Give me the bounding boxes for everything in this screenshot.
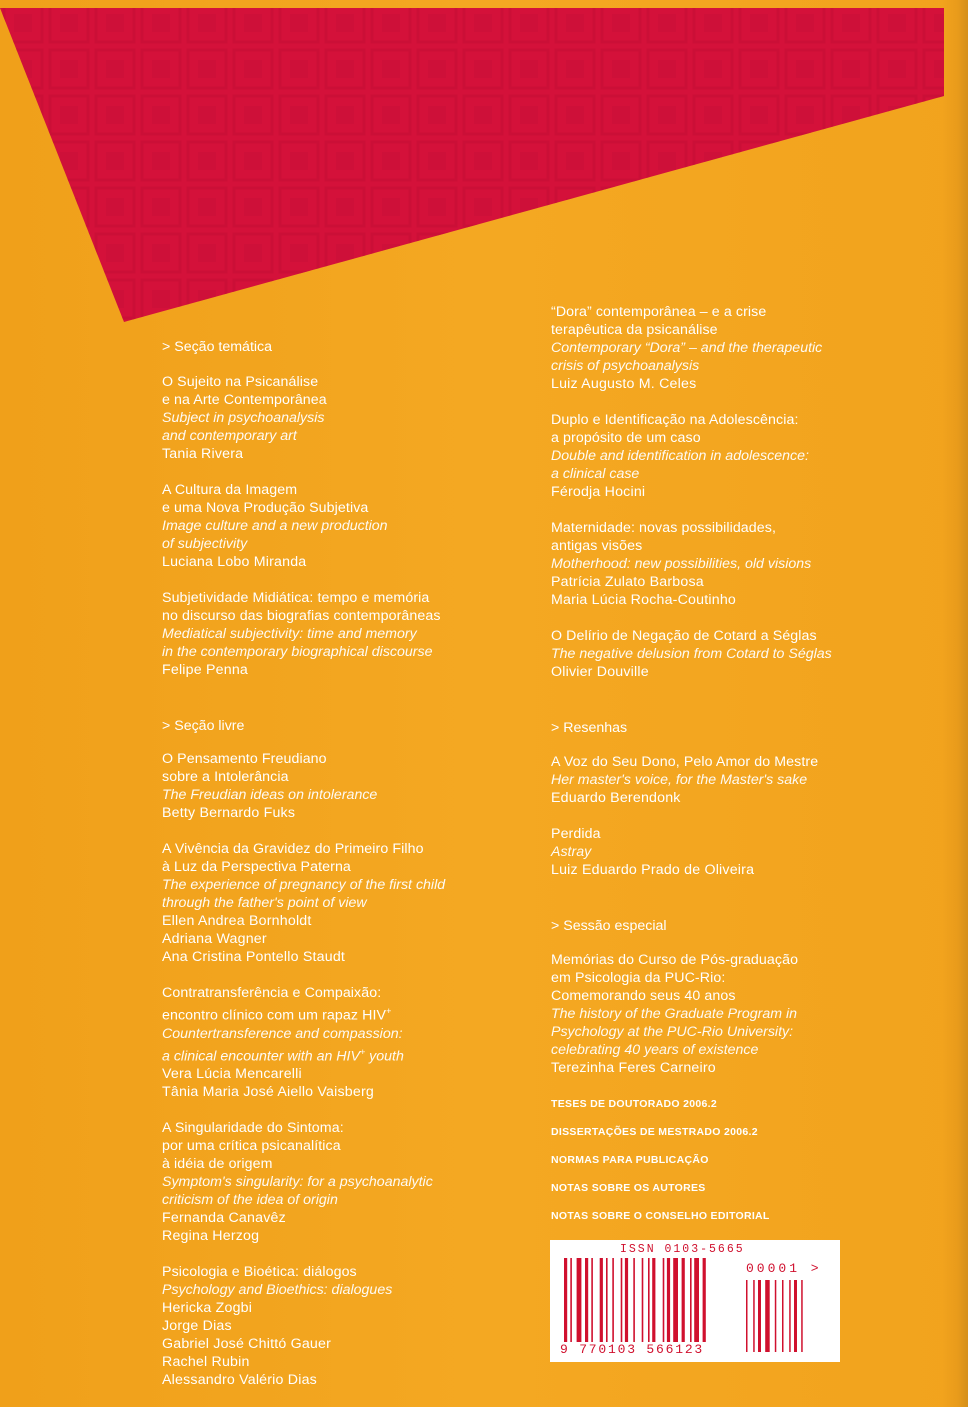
misc-section-label: DISSERTAÇÕES DE MESTRADO 2006.2: [551, 1126, 758, 1138]
article-entry: [551, 519, 881, 609]
article-author: Ellen Andrea Bornholdt: [162, 913, 312, 929]
article-author: Ana Cristina Pontello Staudt: [162, 949, 346, 965]
barcode-bar: [667, 1258, 670, 1342]
section-heading: > Sessão especial: [551, 918, 667, 934]
barcode-bar: [570, 1258, 572, 1342]
barcode-bar: [585, 1258, 588, 1342]
article-author: Patrícia Zulato Barbosa: [551, 574, 704, 590]
article-author: Tânia Maria José Aiello Vaisberg: [162, 1084, 374, 1101]
article-english-title: Countertransference and compassion:: [162, 1025, 403, 1042]
addon-bar: [782, 1280, 784, 1352]
article-title: Contratransferência e Compaixão:: [162, 985, 382, 1001]
article-title: por uma crítica psicanalítica: [162, 1138, 341, 1155]
article-title: no discurso das biografias contemporâneas: [162, 608, 441, 624]
article-english-title: celebrating 40 years of existence: [551, 1042, 759, 1058]
article-english-title: Symptom's singularity: for a psychoanalytic: [162, 1174, 433, 1191]
article-title: Memórias do Curso de Pós-graduação: [551, 952, 799, 968]
article-title: terapêutica da psicanálise: [551, 322, 718, 338]
article-author: Hericka Zogbi: [162, 1300, 253, 1317]
barcode-bar: [703, 1258, 706, 1342]
article-english-title: Her master's voice, for the Master's sake: [551, 772, 808, 788]
article-author: Regina Herzog: [162, 1228, 260, 1245]
article-entry: [162, 840, 502, 966]
misc-section-label: NOTAS SOBRE OS AUTORES: [551, 1182, 706, 1194]
article-english-title: a clinical case: [551, 466, 640, 482]
addon-bar: [789, 1280, 791, 1352]
barcode-bar: [564, 1258, 567, 1342]
article-author: Luiz Augusto M. Celes: [551, 376, 697, 392]
misc-section-label: NOTAS SOBRE O CONSELHO EDITORIAL: [551, 1210, 770, 1222]
barcode-bar: [682, 1258, 685, 1342]
contents-left-column: [162, 338, 502, 1407]
article-entry: [551, 303, 881, 393]
article-author: Jorge Dias: [162, 1318, 232, 1335]
article-author: Luciana Lobo Miranda: [162, 554, 307, 570]
article-entry: [551, 411, 881, 501]
addon-bar: [746, 1280, 748, 1352]
superscript-plus: +: [386, 1006, 392, 1016]
article-author: Fernanda Canavêz: [162, 1210, 286, 1227]
article-title: A Singularidade do Sintoma:: [162, 1120, 344, 1137]
article-author: Luiz Eduardo Prado de Oliveira: [551, 862, 755, 878]
article-english-title: The Freudian ideas on intolerance: [162, 787, 378, 803]
article-entry: [551, 825, 881, 879]
article-title: Psicologia e Bioética: diálogos: [162, 1264, 357, 1281]
article-title: O Sujeito na Psicanálise: [162, 374, 319, 390]
article-title: em Psicologia da PUC-Rio:: [551, 970, 726, 986]
section-heading: > Seção livre: [162, 718, 245, 734]
barcode-bar: [652, 1258, 655, 1342]
article-author: Adriana Wagner: [162, 931, 267, 947]
article-entry: [551, 753, 881, 807]
barcode-addon-digits: 00001 >: [746, 1261, 822, 1276]
article-english-title: criticism of the idea of origin: [162, 1192, 338, 1209]
article-title: à idéia de origem: [162, 1156, 273, 1173]
issn-barcode: [550, 1240, 840, 1362]
barcode-bar: [648, 1258, 650, 1342]
spine-shadow: [942, 0, 968, 1407]
addon-bar: [758, 1280, 761, 1352]
misc-section-label: TESES DE DOUTORADO 2006.2: [551, 1098, 718, 1110]
article-english-title: and contemporary art: [162, 428, 297, 444]
article-english-title: The history of the Graduate Program in: [551, 1006, 798, 1022]
article-title: O Pensamento Freudiano: [162, 751, 327, 767]
article-english-title: through the father's point of view: [162, 895, 367, 911]
article-english-title: crisis of psychoanalysis: [551, 358, 700, 374]
barcode-bar: [606, 1258, 608, 1342]
barcode-bar: [621, 1258, 623, 1342]
article-author: Eduardo Berendonk: [551, 790, 681, 806]
superscript-plus: +: [359, 1046, 366, 1057]
section-heading: > Resenhas: [551, 720, 628, 736]
article-entry: [162, 1119, 502, 1245]
barcode-bar: [642, 1258, 644, 1342]
article-author: Betty Bernardo Fuks: [162, 805, 296, 821]
title-text: encontro clínico com um rapaz HIV: [162, 1007, 387, 1024]
article-english-title: The experience of pregnancy of the first child: [162, 877, 446, 893]
addon-bar: [775, 1280, 777, 1352]
article-english-title: Image culture and a new production: [162, 518, 388, 534]
barcode-bar: [612, 1258, 614, 1342]
barcode-ean-digits: 9 770103 566123: [560, 1342, 705, 1357]
barcode-bar: [600, 1258, 603, 1342]
addon-bar: [753, 1280, 755, 1352]
article-author: Terezinha Feres Carneiro: [551, 1060, 716, 1076]
article-english-title: [162, 1043, 502, 1066]
article-title: Duplo e Identificação na Adolescência:: [551, 412, 799, 428]
barcode-bar: [673, 1258, 678, 1342]
article-title: [162, 1002, 502, 1025]
barcode-bar: [663, 1258, 665, 1342]
issn-number: ISSN 0103-5665: [620, 1243, 745, 1256]
article-title: Maternidade: novas possibilidades,: [551, 520, 777, 536]
article-title: Comemorando seus 40 anos: [551, 988, 736, 1004]
article-english-title: The negative delusion from Cotard to Séglas: [551, 646, 832, 662]
barcode-bar: [591, 1258, 593, 1342]
article-entry: [162, 373, 502, 463]
article-title: a propósito de um caso: [551, 430, 701, 446]
article-english-title: Subject in psychoanalysis: [162, 410, 325, 426]
article-author: Alessandro Valério Dias: [162, 1372, 317, 1389]
article-title: “Dora” contemporânea – e a crise: [551, 304, 767, 320]
article-author: Rachel Rubin: [162, 1354, 250, 1371]
article-author: Felipe Penna: [162, 662, 249, 678]
barcode-bar: [690, 1258, 692, 1342]
article-english-title: Psychology at the PUC-Rio University:: [551, 1024, 794, 1040]
article-author: Gabriel José Chittó Gauer: [162, 1336, 332, 1353]
article-english-title: Contemporary “Dora” – and the therapeutic: [551, 340, 823, 356]
barcode-bar: [633, 1258, 635, 1342]
misc-section-label: NORMAS PARA PUBLICAÇÃO: [551, 1154, 709, 1166]
article-entry: [162, 750, 502, 822]
article-english-title: Psychology and Bioethics: dialogues: [162, 1282, 393, 1299]
addon-bar: [765, 1280, 770, 1352]
article-title: e uma Nova Produção Subjetiva: [162, 500, 369, 516]
article-entry: [162, 984, 502, 1101]
article-title: A Cultura da Imagem: [162, 482, 298, 498]
article-title: antigas visões: [551, 538, 643, 554]
article-author: Vera Lúcia Mencarelli: [162, 1066, 302, 1083]
article-entry: [162, 481, 502, 571]
article-english-title: Double and identification in adolescence:: [551, 448, 809, 464]
article-entry: [162, 589, 502, 679]
english-text: a clinical encounter with an HIV: [162, 1048, 360, 1065]
article-author: Tania Rivera: [162, 446, 244, 462]
article-title: à Luz da Perspectiva Paterna: [162, 859, 351, 875]
section-heading: > Seção temática: [162, 339, 273, 355]
article-english-title: Mediatical subjectivity: time and memory: [162, 626, 417, 642]
article-entry: [551, 627, 881, 681]
article-english-title: in the contemporary biographical discourse: [162, 644, 433, 660]
article-entry: [551, 951, 881, 1077]
article-title: sobre a Intolerância: [162, 769, 289, 785]
article-title: A Voz do Seu Dono, Pelo Amor do Mestre: [551, 754, 819, 770]
barcode-bar: [577, 1258, 582, 1342]
article-english-title: Motherhood: new possibilities, old visions: [551, 556, 812, 572]
article-title: A Vivência da Gravidez do Primeiro Filho: [162, 841, 424, 857]
addon-bar: [794, 1280, 797, 1352]
article-author: Maria Lúcia Rocha-Coutinho: [551, 592, 737, 608]
contents-right-column: [551, 303, 881, 1237]
article-author: Olivier Douville: [551, 664, 649, 680]
barcode-bar: [625, 1258, 628, 1342]
article-title: Subjetividade Midiática: tempo e memória: [162, 590, 430, 606]
article-english-title: of subjectivity: [162, 536, 248, 552]
article-title: O Delírio de Negação de Cotard a Séglas: [551, 628, 817, 644]
article-author: Férodja Hocini: [551, 484, 646, 500]
article-english-title: Astray: [551, 844, 592, 860]
red-wedge-graphic: [0, 0, 968, 330]
english-text-tail: youth: [365, 1048, 404, 1065]
article-title: e na Arte Contemporânea: [162, 392, 327, 408]
article-entry: [162, 1263, 502, 1389]
article-title: Perdida: [551, 826, 601, 842]
addon-bar: [801, 1280, 803, 1352]
barcode-bar: [694, 1258, 699, 1342]
